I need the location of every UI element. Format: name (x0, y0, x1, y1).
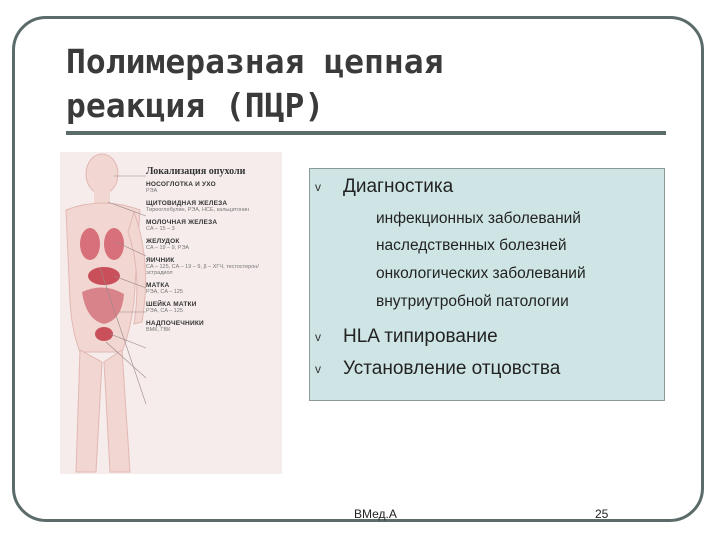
figure-item (146, 219, 280, 232)
organ-lung-left (80, 228, 100, 260)
title-line-2: реакция (ПЦР) (66, 86, 325, 125)
figure-item-name: МОЛОЧНАЯ ЖЕЛЕЗА (146, 219, 218, 226)
figure-item-name: МАТКА (146, 282, 170, 289)
tumor-localization-figure (60, 152, 282, 474)
organ-stomach (88, 267, 120, 285)
figure-item (146, 238, 280, 251)
figure-item-name: НАДПОЧЕЧНИКИ (146, 320, 204, 327)
bullet-text: Установление отцовства (343, 358, 561, 379)
title-rule (66, 131, 666, 135)
sub-item: внутриутробной патологии (376, 293, 569, 310)
sub-item: онкологических заболеваний (376, 265, 586, 282)
figure-item (146, 181, 280, 194)
figure-item-markers: CA – 19 – 9, РЭА (146, 245, 190, 251)
figure-item-name: ЩИТОВИДНАЯ ЖЕЛЕЗА (146, 200, 228, 207)
bullet-diagnostics (315, 176, 454, 198)
bullet-text: HLA типирование (343, 326, 498, 347)
figure-item-markers: РЭА (146, 188, 158, 194)
sub-item: инфекционных заболеваний (376, 210, 581, 227)
bullet-check-icon: v (315, 180, 321, 194)
figure-heading: Локализация опухоли (146, 166, 246, 177)
title-line-1: Полимеразная цепная (66, 42, 444, 81)
figure-item-markers: РЭА, CA – 125 (146, 289, 183, 295)
figure-item (146, 257, 280, 276)
figure-item-name: НОСОГЛОТКА И УХО (146, 181, 216, 188)
bullet-text: Диагностика (343, 176, 454, 197)
bullet-paternity (315, 358, 561, 380)
footer-source: ВМед.А (354, 507, 397, 521)
bullet-hla (315, 326, 498, 348)
figure-item (146, 320, 280, 333)
figure-item (146, 200, 280, 213)
figure-item-name: ЖЕЛУДОК (146, 238, 180, 245)
figure-item-markers: ВМК, ГВК (146, 327, 171, 333)
page-number: 25 (595, 507, 609, 521)
figure-item (146, 301, 280, 314)
figure-item-name: ЯИЧНИК (146, 257, 175, 264)
figure-labels (146, 166, 280, 339)
bullet-check-icon: v (315, 330, 321, 344)
figure-item-markers: CA – 125, CA – 19 – 9, β – ХГЧ, тестостерон/эстрадиол (146, 264, 259, 276)
sub-item: наследственных болезней (376, 237, 567, 254)
figure-item (146, 282, 280, 295)
figure-item-markers: CA – 15 – 3 (146, 226, 175, 232)
bullet-check-icon: v (315, 362, 321, 376)
slide-title (66, 40, 666, 128)
figure-item-markers: Тиреоглобулин, РЭА, НСЕ, кальцитонин (146, 207, 250, 213)
organ-lung-right (104, 228, 124, 260)
figure-item-markers: РЭА, CA – 125 (146, 308, 183, 314)
figure-item-name: ШЕЙКА МАТКИ (146, 301, 197, 308)
